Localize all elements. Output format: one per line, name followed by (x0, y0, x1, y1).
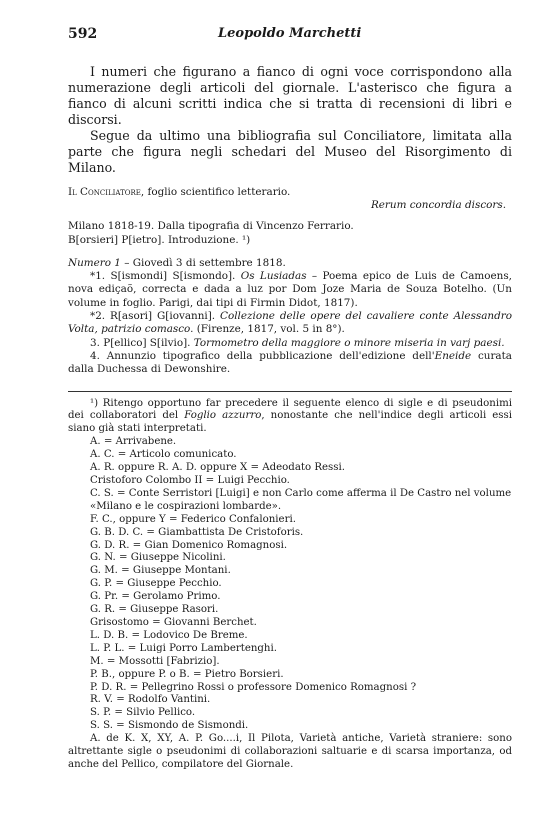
entry-1-author: *1. S[ismondi] S[ismondo]. (90, 270, 241, 283)
abbreviation-item: P. D. R. = Pellegrino Rossi o professore Domenico Romagnosi ? (90, 681, 417, 693)
issue-label: Numero 1 (68, 256, 121, 269)
entry-4-title: Eneide (434, 349, 472, 362)
abbreviation-item: Cristoforo Colombo II = Luigi Pecchio. (90, 475, 290, 486)
abbreviation-item: S. S. = Sismondo de Sismondi. (90, 720, 249, 732)
journal-motto: Rerum concordia discors. (370, 199, 506, 212)
entry-2 (68, 310, 512, 337)
journal-title-name: Il Conciliatore (68, 186, 141, 198)
entry-3-title: Tormometro della maggiore o minore miseria in varj paesi. (193, 336, 505, 349)
abbreviation-item: G. D. R. = Gian Domenico Romagnosi. (90, 539, 288, 551)
abbreviation-item: L. D. B. = Lodovico De Breme. (90, 629, 248, 641)
issue-date: – Giovedì 3 di settembre 1818. (120, 256, 286, 269)
entry-4-details: curata dalla Duchessa di Dewonshire. (68, 349, 512, 376)
abbreviation-item: F. C., oppure Y = Federico Confalonieri. (90, 513, 296, 525)
abbreviation-item: G. B. D. C. = Giambattista De Cristoforis. (90, 526, 304, 538)
abbreviation-item: R. V. = Rodolfo Vantini. (90, 694, 211, 706)
abbreviation-item: P. B., oppure P. o B. = Pietro Borsieri. (90, 668, 284, 680)
abbreviation-list (68, 436, 512, 733)
entry-2-details: (Firenze, 1817, vol. 5 in 8°). (193, 323, 345, 336)
journal-place-line: Milano 1818-19. Dalla tipografia di Vincenzo Ferrario. (68, 220, 354, 233)
entry-3 (68, 337, 512, 350)
abbreviation-item: G. N. = Giuseppe Nicolini. (90, 552, 226, 564)
footnote-closing: A. de K. X, XY, A. P. Go....i, Il Pilota, Varietà antiche, Varietà straniere: sono altrettante sigle o pseudonimi di collaborazioni saltuarie e di scarsa importanza, od anche del Pellico, compilatore del Giornale. (68, 733, 512, 770)
abbreviation-item: L. P. L. = Luigi Porro Lambertenghi. (90, 642, 277, 654)
abbreviation-item: G. R. = Giuseppe Rasori. (90, 604, 219, 616)
intro-paragraph-1: I numeri che figurano a fianco di ogni voce corrispondono alla numerazione degli articoli del giornale. L'asterisco che figura a fianco di alcuni scritti indica che si tratta di recensioni di libri e discorsi. (68, 64, 512, 127)
entry-1-details: – Poema epico de Luis de Camoens, nova ediçaõ, correcta e dada a luz por Dom Joze Maria de Souza Botelho. (Un volume in foglio. Parigi, dai tipi di Firmin Didot, 1817). (68, 270, 512, 309)
intro-paragraph-2: Segue da ultimo una bibliografia sul Conciliatore, limitata alla parte che figura negli schedari del Museo del Risorgimento di Milano. (68, 128, 512, 175)
abbreviation-item: Grisostomo = Giovanni Berchet. (90, 616, 257, 628)
journal-title (68, 186, 512, 199)
footnote-lead-title: Foglio azzurro (184, 410, 262, 422)
entry-3-author: 3. P[ellico] S[ilvio]. (90, 336, 194, 349)
abbreviation-item: G. M. = Giuseppe Montani. (90, 565, 231, 577)
abbreviation-item: G. Pr. = Gerolamo Primo. (90, 591, 221, 603)
page-body (68, 64, 512, 772)
page-header (68, 26, 510, 46)
issue-heading (68, 257, 512, 270)
page-number: 592 (68, 26, 98, 42)
entry-4-text: 4. Annunzio tipografico della pubblicazione dell'edizione dell' (90, 349, 435, 362)
abbreviation-item: S. P. = Silvio Pellico. (90, 707, 196, 719)
abbreviation-item: M. = Mossotti [Fabrizio]. (90, 655, 220, 667)
abbreviation-item: A. = Arrivabene. (90, 436, 177, 448)
abbreviation-item: A. C. = Articolo comunicato. (90, 449, 237, 461)
abbreviation-item: C. S. = Conte Serristori [Luigi] e non Carlo come afferma il De Castro nel volume «Milano e le cospirazioni lombarde». (90, 487, 512, 512)
footnote-rule (68, 391, 512, 392)
entry-2-author: *2. R[asori] G[iovanni]. (90, 310, 221, 323)
entry-1-title: Os Lusiadas (240, 270, 307, 283)
abbreviation-item: G. P. = Giuseppe Pecchio. (90, 578, 222, 590)
footnote-lead-rest: , nonostante che nell'indice degli articoli essi siano già stati interpretati. (68, 410, 513, 435)
entry-4 (68, 350, 512, 377)
running-head: Leopoldo Marchetti (218, 26, 362, 41)
journal-intro-line: B[orsieri] P[ietro]. Introduzione. ¹) (68, 233, 251, 246)
footnote-lead-text: ¹) Ritengo opportuno far precedere il seguente elenco di sigle e di pseudonimi dei collaboratori del (68, 397, 512, 422)
footnote-lead (68, 398, 512, 437)
journal-title-rest: , foglio scientifico letterario. (140, 186, 291, 198)
entry-2-title: Collezione delle opere del cavaliere conte Alessandro Volta, patrizio comasco. (68, 310, 512, 336)
entry-1 (68, 270, 512, 310)
abbreviation-item: A. R. oppure R. A. D. oppure X = Adeodato Ressi. (90, 462, 346, 474)
